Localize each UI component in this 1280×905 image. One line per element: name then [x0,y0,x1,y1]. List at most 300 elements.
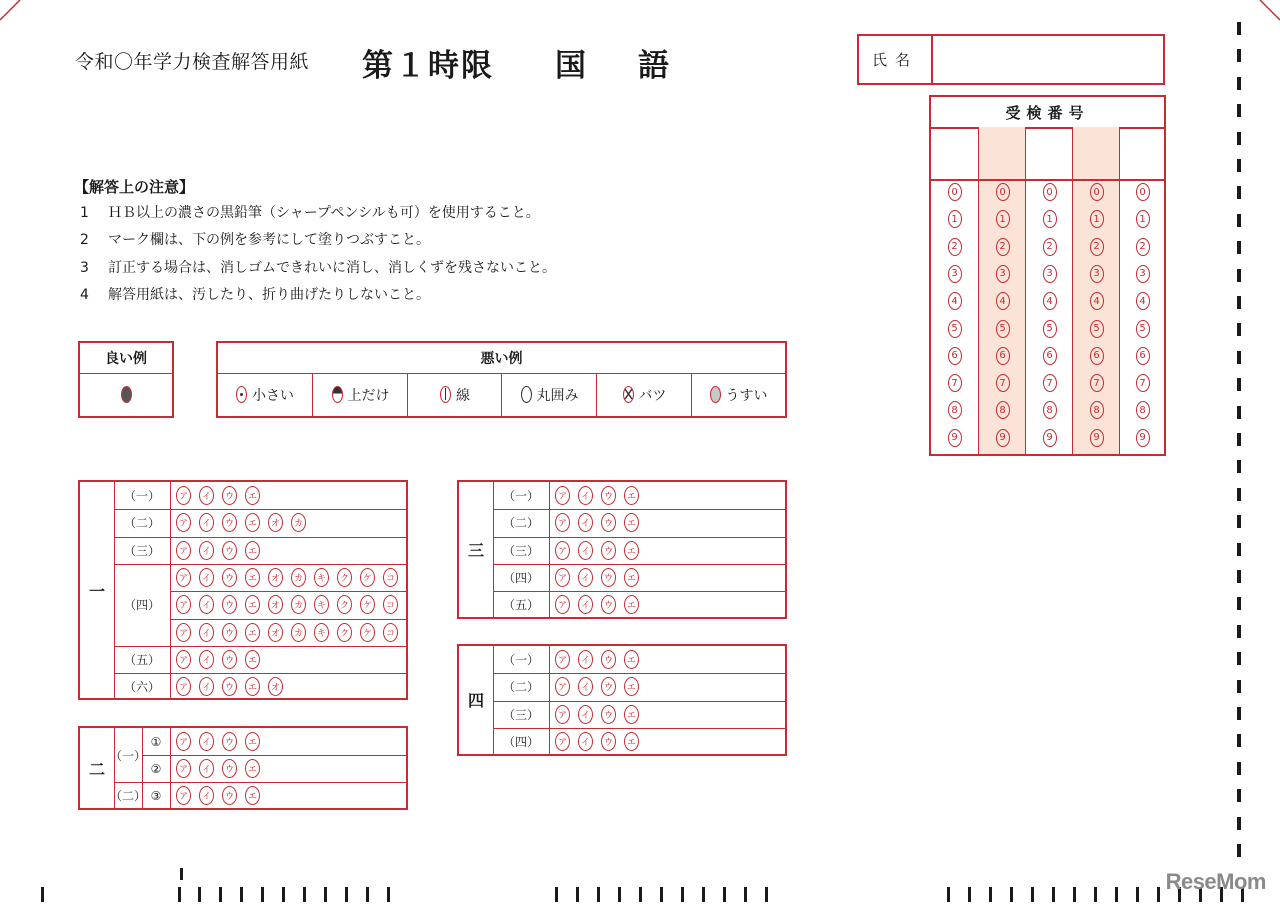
corner-mark-top-right [1252,0,1280,28]
choice-bubble[interactable]: エ [245,513,260,532]
choice-bubble[interactable]: ア [555,486,570,505]
digit-bubble[interactable]: 4 [1090,292,1104,310]
section1-row-choices [176,513,306,532]
digit-bubble[interactable]: 2 [1136,238,1150,256]
choice-bubble[interactable]: カ [291,513,306,532]
choice-bubble[interactable]: キ [314,595,329,614]
choice-bubble[interactable]: イ [578,705,593,724]
choice-bubble[interactable]: エ [624,513,639,532]
row-divider [142,755,406,756]
choice-bubble[interactable]: ウ [222,568,237,587]
digit-bubble[interactable]: 3 [996,265,1010,283]
choice-bubble[interactable]: ウ [601,568,616,587]
choice-bubble[interactable]: エ [624,568,639,587]
timing-mark [1237,186,1241,199]
timing-mark [1237,351,1241,364]
digit-bubble[interactable]: 0 [948,183,962,201]
timing-mark [1052,887,1055,902]
choice-bubble[interactable]: エ [624,705,639,724]
exam-number-title: 受検番号 [931,97,1164,129]
notes-title: 【解答上の注意】 [74,178,195,196]
choice-bubble[interactable]: ク [337,595,352,614]
choice-bubble[interactable]: ウ [222,732,237,751]
timing-mark [1031,887,1034,902]
top-filled-bubble-icon [332,386,343,403]
section3-row-choices [555,513,639,532]
choice-bubble[interactable]: ア [555,650,570,669]
timing-mark [681,887,684,902]
timing-mark [765,887,768,902]
timing-mark [1237,77,1241,90]
note-item: 1 ＨＢ以上の濃さの黒鉛筆（シャープペンシルも可）を使用すること。 [80,205,540,221]
choice-bubble[interactable]: ア [176,732,191,751]
digit-bubble[interactable]: 8 [948,401,962,419]
choice-bubble[interactable]: ケ [360,623,375,642]
timing-mark [1237,570,1241,583]
choice-bubble[interactable]: エ [624,677,639,696]
choice-bubble[interactable]: ア [176,513,191,532]
question-number: （二） [502,680,539,695]
section1-row-choices [176,568,398,587]
section1-row-choices [176,677,283,696]
choice-bubble[interactable]: ア [555,513,570,532]
choice-bubble[interactable]: イ [199,759,214,778]
digit-bubble[interactable]: 1 [948,210,962,228]
digit-bubble[interactable]: 7 [1090,374,1104,392]
timing-mark [1237,296,1241,309]
digit-bubble[interactable]: 5 [996,320,1010,338]
digit-bubble[interactable]: 8 [1136,401,1150,419]
row-divider [170,619,406,620]
digit-bubble[interactable]: 5 [1090,320,1104,338]
name-field[interactable] [933,36,1163,83]
choice-bubble[interactable]: エ [624,541,639,560]
choice-bubble[interactable]: ク [337,568,352,587]
choice-bubble[interactable]: エ [624,486,639,505]
section-label: 四 [467,691,484,711]
choice-bubble[interactable]: エ [245,623,260,642]
crossed-bubble-icon [623,386,634,403]
sub-question-number: ② [150,761,162,776]
choice-bubble[interactable]: ア [176,759,191,778]
timing-mark [947,887,950,902]
timing-mark [1237,433,1241,446]
exam-number-column [1025,127,1073,454]
timing-mark [1237,707,1241,720]
timing-mark [178,887,181,902]
timing-mark [1237,543,1241,556]
choice-bubble[interactable]: イ [199,732,214,751]
timing-mark [324,887,327,902]
digit-bubble[interactable]: 1 [1090,210,1104,228]
timing-mark [345,887,348,902]
choice-bubble[interactable]: ア [555,705,570,724]
digit-bubble[interactable]: 8 [1090,401,1104,419]
choice-bubble[interactable]: エ [624,650,639,669]
timing-mark [702,887,705,902]
digit-bubble[interactable]: 0 [996,183,1010,201]
choice-bubble[interactable]: ウ [601,650,616,669]
good-example-title: 良い例 [80,343,172,374]
choice-bubble[interactable]: エ [245,677,260,696]
digit-bubble[interactable]: 1 [1136,210,1150,228]
question-number: （一） [110,748,147,763]
choice-bubble[interactable]: ア [176,786,191,805]
choice-bubble[interactable]: イ [578,486,593,505]
digit-bubble[interactable]: 4 [1043,292,1057,310]
choice-bubble[interactable]: イ [578,732,593,751]
digit-bubble[interactable]: 8 [996,401,1010,419]
digit-bubble[interactable]: 8 [1043,401,1057,419]
choice-bubble[interactable]: ア [176,541,191,560]
digit-bubble[interactable]: 7 [948,374,962,392]
timing-mark [1237,104,1241,117]
timing-mark [639,887,642,902]
choice-bubble[interactable]: エ [624,595,639,614]
digit-bubble[interactable]: 6 [1043,347,1057,365]
choice-bubble[interactable]: イ [199,486,214,505]
choice-bubble[interactable]: ウ [222,623,237,642]
timing-mark [1237,323,1241,336]
timing-mark [1237,132,1241,145]
section4-row-choices [555,677,639,696]
choice-bubble[interactable]: ウ [222,759,237,778]
timing-mark [240,887,243,902]
sub-question-number: ① [150,734,162,749]
timing-mark [1237,844,1241,857]
choice-bubble[interactable]: エ [245,595,260,614]
question-number: （三） [502,707,539,722]
choice-bubble[interactable]: イ [199,513,214,532]
choice-bubble[interactable]: エ [245,486,260,505]
choice-bubble[interactable]: ウ [601,541,616,560]
choice-bubble[interactable]: キ [314,623,329,642]
note-item: 4 解答用紙は、汚したり、折り曲げたりしないこと。 [80,287,430,303]
timing-mark [1237,625,1241,638]
timing-mark [1136,887,1139,902]
choice-bubble[interactable]: ア [555,595,570,614]
choice-bubble[interactable]: エ [245,541,260,560]
digit-bubble[interactable]: 3 [1136,265,1150,283]
section1-row-choices [176,486,260,505]
choice-bubble[interactable]: イ [578,568,593,587]
choice-bubble[interactable]: イ [199,650,214,669]
timing-mark [303,887,306,902]
digit-bubble[interactable]: 6 [1090,347,1104,365]
section3-row-choices [555,486,639,505]
choice-bubble[interactable]: イ [199,677,214,696]
bad-example-small: 小さい [218,373,312,416]
choice-bubble[interactable]: エ [245,568,260,587]
digit-bubble[interactable]: 4 [948,292,962,310]
question-number: （三） [502,543,539,558]
section-2-table [78,726,408,810]
digit-bubble[interactable]: 1 [1043,210,1057,228]
exam-number-write-cell[interactable] [931,127,978,181]
timing-mark [555,887,558,902]
question-number: （三） [123,543,160,558]
choice-bubble[interactable]: ケ [360,595,375,614]
timing-mark [1237,22,1241,35]
timing-mark [576,887,579,902]
section-label: 二 [88,759,105,779]
timing-mark [968,887,971,902]
exam-number-column [931,127,978,454]
timing-mark [387,887,390,902]
section2-row-choices [176,732,260,751]
timing-mark [1237,159,1241,172]
exam-number-column [978,127,1026,454]
section1-row-choices [176,595,398,614]
choice-bubble[interactable]: オ [268,568,283,587]
section-label: 三 [467,540,484,560]
choice-bubble[interactable]: コ [383,568,398,587]
timing-mark [1237,762,1241,775]
section4-row-choices [555,705,639,724]
timing-mark [989,887,992,902]
choice-bubble[interactable]: エ [624,732,639,751]
timing-mark [1237,652,1241,665]
choice-bubble[interactable]: ウ [601,486,616,505]
question-number: （四） [502,571,539,586]
column-divider [170,482,171,698]
choice-bubble[interactable]: イ [578,677,593,696]
digit-bubble[interactable]: 2 [1043,238,1057,256]
exam-number-column [1072,127,1120,454]
column-divider [170,728,171,808]
timing-mark [723,887,726,902]
digit-bubble[interactable]: 2 [996,238,1010,256]
bad-example-cross: バツ [596,373,692,416]
choice-bubble[interactable]: イ [578,595,593,614]
choice-bubble[interactable]: ウ [222,541,237,560]
digit-bubble[interactable]: 9 [1090,429,1104,447]
timing-mark [1237,515,1241,528]
digit-bubble[interactable]: 9 [1043,429,1057,447]
choice-bubble[interactable]: カ [291,623,306,642]
choice-bubble[interactable]: エ [245,732,260,751]
choice-bubble[interactable]: ケ [360,568,375,587]
choice-bubble[interactable]: カ [291,568,306,587]
choice-bubble[interactable]: ウ [222,486,237,505]
note-item: 3 訂正する場合は、消しゴムできれいに消し、消しくずを残さないこと。 [80,260,556,276]
timing-mark [180,868,183,880]
timing-mark [1237,789,1241,802]
digit-bubble[interactable]: 9 [948,429,962,447]
choice-bubble[interactable]: キ [314,568,329,587]
choice-bubble[interactable]: ア [555,677,570,696]
choice-bubble[interactable]: イ [199,568,214,587]
choice-bubble[interactable]: ア [176,595,191,614]
choice-bubble[interactable]: ア [555,568,570,587]
choice-bubble[interactable]: ウ [222,786,237,805]
timing-mark [282,887,285,902]
digit-bubble[interactable]: 4 [996,292,1010,310]
question-number: （一） [502,489,539,504]
digit-bubble[interactable]: 5 [1136,320,1150,338]
choice-bubble[interactable]: ア [176,623,191,642]
name-label: 氏名 [859,36,933,83]
exam-number-write-cell[interactable] [979,127,1026,181]
choice-bubble[interactable]: ア [555,541,570,560]
timing-mark [1115,887,1118,902]
faint-bubble-icon [710,386,721,403]
timing-mark [1237,460,1241,473]
choice-bubble[interactable]: イ [578,513,593,532]
digit-bubble[interactable]: 6 [996,347,1010,365]
section1-row-choices [176,623,398,642]
choice-bubble[interactable]: オ [268,677,283,696]
digit-bubble[interactable]: 9 [996,429,1010,447]
choice-bubble[interactable]: オ [268,623,283,642]
choice-bubble[interactable]: オ [268,595,283,614]
digit-bubble[interactable]: 3 [1090,265,1104,283]
choice-bubble[interactable]: ク [337,623,352,642]
timing-mark [366,887,369,902]
choice-bubble[interactable]: ア [176,568,191,587]
choice-bubble[interactable]: ウ [601,732,616,751]
timing-mark [1237,214,1241,227]
digit-bubble[interactable]: 3 [1043,265,1057,283]
section4-row-choices [555,732,639,751]
choice-bubble[interactable]: ア [176,650,191,669]
exam-number-box [929,95,1166,456]
choice-bubble[interactable]: ア [176,677,191,696]
exam-number-write-cell[interactable] [1120,127,1165,181]
choice-bubble[interactable]: ウ [222,595,237,614]
choice-bubble[interactable]: ウ [601,595,616,614]
section-1-table [78,480,408,700]
choice-bubble[interactable]: ア [555,732,570,751]
digit-bubble[interactable]: 0 [1043,183,1057,201]
digit-bubble[interactable]: 7 [1136,374,1150,392]
choice-bubble[interactable]: エ [245,759,260,778]
choice-bubble[interactable]: イ [199,786,214,805]
choice-bubble[interactable]: イ [578,650,593,669]
choice-bubble[interactable]: エ [245,650,260,669]
digit-bubble[interactable]: 3 [948,265,962,283]
digit-bubble[interactable]: 9 [1136,429,1150,447]
timing-mark [41,887,44,902]
section3-row-choices [555,541,639,560]
timing-mark [1073,887,1076,902]
choice-bubble[interactable]: ウ [222,677,237,696]
timing-mark [1157,887,1160,902]
digit-bubble[interactable]: 2 [1090,238,1104,256]
timing-mark [597,887,600,902]
question-number: （五） [502,598,539,613]
bad-example-top: 上だけ [312,373,408,416]
question-number: （四） [123,598,160,613]
choice-bubble[interactable]: ウ [222,513,237,532]
timing-mark [1237,597,1241,610]
section1-row-choices [176,650,260,669]
choice-bubble[interactable]: コ [383,595,398,614]
choice-bubble[interactable]: ア [176,486,191,505]
timing-mark [660,887,663,902]
timing-mark [1237,378,1241,391]
timing-mark [1237,269,1241,282]
filled-bubble-icon [121,386,132,403]
timing-mark [1237,734,1241,747]
bad-example-box [216,341,787,418]
section3-row-choices [555,568,639,587]
choice-bubble[interactable]: イ [199,595,214,614]
exam-number-column [1119,127,1165,454]
digit-bubble[interactable]: 7 [996,374,1010,392]
timing-mark [219,887,222,902]
choice-bubble[interactable]: ウ [222,650,237,669]
small-dot-bubble-icon [236,386,247,403]
corner-mark-top-left [0,0,28,28]
bad-example-circle: 丸囲み [501,373,597,416]
choice-bubble[interactable]: オ [268,513,283,532]
question-number: （二） [110,788,147,803]
question-number: （六） [123,680,160,695]
subject-label: 国語 [555,48,721,84]
section2-row-choices [176,759,260,778]
choice-bubble[interactable]: カ [291,595,306,614]
line-bubble-icon [440,386,451,403]
circled-bubble-icon [521,386,532,403]
digit-bubble[interactable]: 6 [948,347,962,365]
timing-mark [1237,406,1241,419]
name-box [857,34,1165,85]
timing-mark [1237,49,1241,62]
period-label: 第１時限 [362,48,494,84]
choice-bubble[interactable]: エ [245,786,260,805]
section1-row-choices [176,541,260,560]
choice-bubble[interactable]: イ [199,541,214,560]
exam-number-write-cell[interactable] [1026,127,1073,181]
bad-example-title: 悪い例 [218,343,785,374]
timing-mark [261,887,264,902]
timing-mark [744,887,747,902]
row-divider [170,591,406,592]
section4-row-choices [555,650,639,669]
choice-bubble[interactable]: コ [383,623,398,642]
column-divider [549,482,550,617]
sub-question-number: ③ [150,788,162,803]
digit-bubble[interactable]: 1 [996,210,1010,228]
exam-number-write-cell[interactable] [1073,127,1120,181]
section-3-table [457,480,787,619]
digit-bubble[interactable]: 4 [1136,292,1150,310]
note-item: 2 マーク欄は、下の例を参考にして塗りつぶすこと。 [80,232,430,248]
choice-bubble[interactable]: イ [199,623,214,642]
choice-bubble[interactable]: ウ [601,513,616,532]
choice-bubble[interactable]: ウ [601,677,616,696]
question-number: （二） [502,516,539,531]
choice-bubble[interactable]: イ [578,541,593,560]
good-example-box [78,341,174,418]
bad-example-faint: うすい [691,373,785,416]
bad-example-line: 線 [407,373,502,416]
digit-bubble[interactable]: 5 [1043,320,1057,338]
timing-mark [1237,241,1241,254]
digit-bubble[interactable]: 0 [1090,183,1104,201]
digit-bubble[interactable]: 7 [1043,374,1057,392]
digit-bubble[interactable]: 0 [1136,183,1150,201]
digit-bubble[interactable]: 2 [948,238,962,256]
resemom-logo: ReseMom [1165,869,1266,894]
digit-bubble[interactable]: 6 [1136,347,1150,365]
question-number: （一） [123,489,160,504]
section-label: 一 [88,581,105,601]
choice-bubble[interactable]: ウ [601,705,616,724]
timing-mark [1010,887,1013,902]
digit-bubble[interactable]: 5 [948,320,962,338]
